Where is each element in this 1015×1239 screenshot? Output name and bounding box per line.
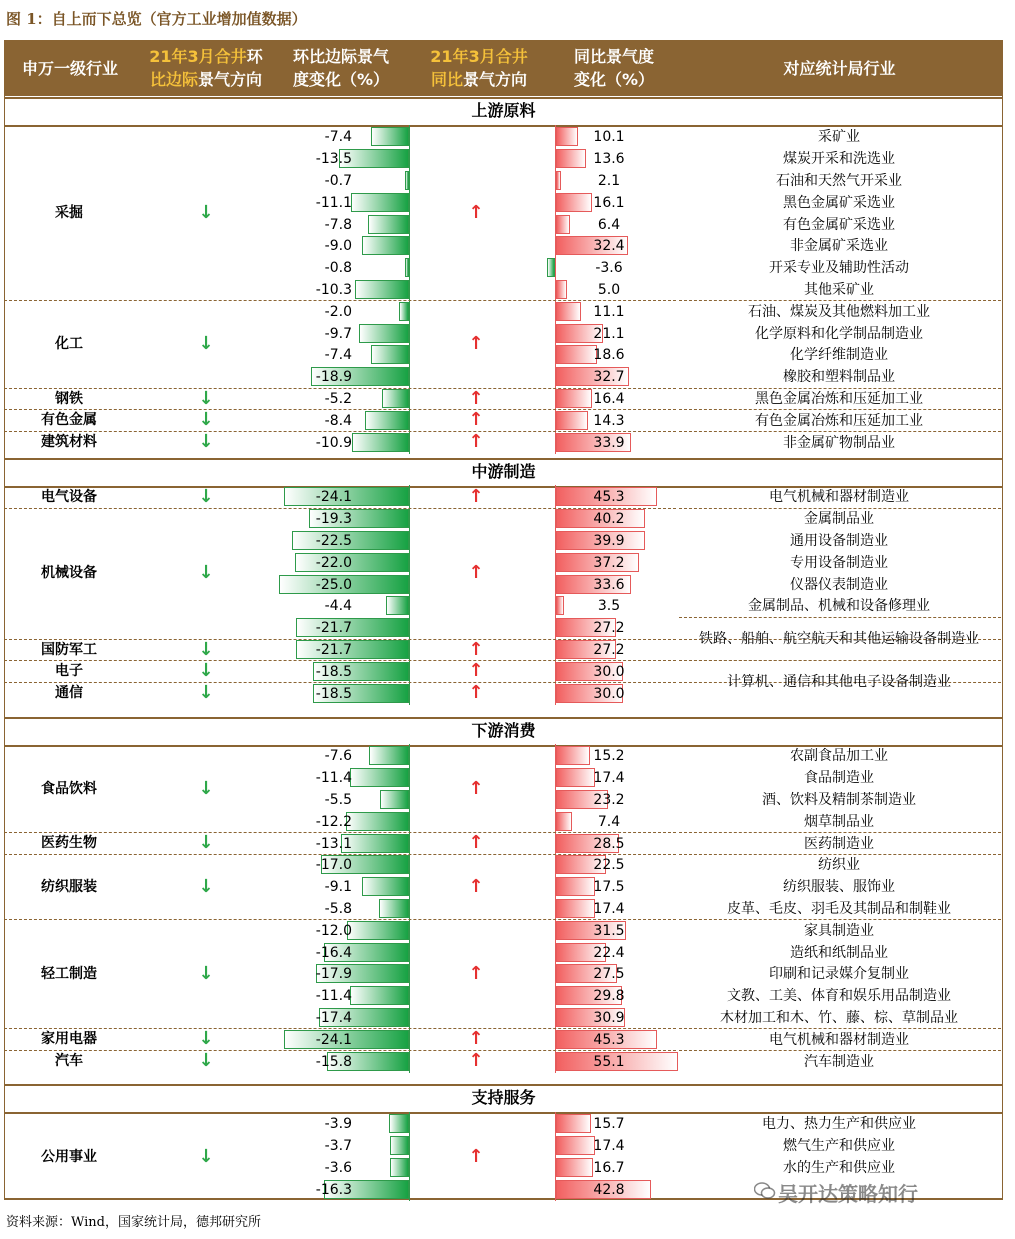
stat-industry: 造纸和纸制品业 <box>790 944 888 961</box>
yoy-direction-arrow: ↑ <box>468 202 484 224</box>
header-yoy-change <box>552 40 676 96</box>
header-mom-change-line1: 环比边际景气 <box>292 47 389 66</box>
mom-bar <box>399 302 409 321</box>
yoy-direction-arrow: ↑ <box>468 682 484 704</box>
yoy-value: 16.1 <box>593 194 625 211</box>
stat-industry: 医药制造业 <box>804 835 874 852</box>
mom-bar <box>380 790 409 809</box>
yoy-value: 5.0 <box>597 281 621 298</box>
yoy-bar <box>556 127 578 146</box>
stat-industry-merged: 计算机、通信和其他电子设备制造业 <box>727 674 951 691</box>
mom-bar <box>382 389 409 408</box>
mom-bar <box>386 596 409 615</box>
mom-bar <box>365 411 409 430</box>
yoy-direction-arrow: ↑ <box>468 777 484 799</box>
mom-bar <box>405 258 409 277</box>
mom-bar <box>350 986 409 1005</box>
group-name: 公用事业 <box>41 1148 97 1165</box>
stat-industry: 汽车制造业 <box>804 1053 874 1070</box>
mom-value: -18.5 <box>315 685 352 702</box>
mom-value: -11.1 <box>315 194 352 211</box>
mom-value: -11.4 <box>315 988 352 1005</box>
stat-industry: 专用设备制造业 <box>790 554 888 571</box>
yoy-direction-arrow: ↑ <box>468 562 484 584</box>
yoy-value: 17.4 <box>593 1138 625 1155</box>
yoy-value: 17.5 <box>593 879 625 896</box>
mom-bar <box>390 1158 409 1177</box>
stat-industry: 烟草制品业 <box>804 813 874 830</box>
yoy-direction-arrow: ↑ <box>468 333 484 354</box>
stat-industry: 木材加工和木、竹、藤、棕、草制品业 <box>720 1009 958 1026</box>
mom-value: -7.4 <box>324 347 352 364</box>
mom-value: -21.7 <box>315 620 352 637</box>
header-mom-dir-margin: 比边际 <box>149 70 198 89</box>
mom-direction-arrow: ↓ <box>198 660 214 682</box>
mom-value: -18.9 <box>315 369 352 386</box>
industry-table <box>4 40 1003 1200</box>
stat-industry: 石油、煤炭及其他燃料加工业 <box>748 303 930 320</box>
section-title: 上游原料 <box>471 101 536 120</box>
stat-industry: 食品制造业 <box>804 770 874 787</box>
group-name: 轻工制造 <box>41 965 97 982</box>
mom-direction-arrow: ↓ <box>198 409 214 431</box>
yoy-value: 33.9 <box>593 434 625 451</box>
yoy-bar <box>556 215 570 234</box>
header-yoy-dir-line2: 景气方向 <box>463 70 528 89</box>
stat-industry: 家具制造业 <box>804 922 874 939</box>
mom-direction-arrow: ↓ <box>198 1145 214 1167</box>
mom-direction-arrow: ↓ <box>198 333 214 354</box>
mom-value: -12.2 <box>315 813 352 830</box>
mom-value: -12.0 <box>315 922 352 939</box>
mom-direction-arrow: ↓ <box>198 875 214 897</box>
yoy-value: 27.5 <box>593 966 625 983</box>
group-name: 汽车 <box>55 1053 83 1070</box>
yoy-value: 7.4 <box>597 813 621 830</box>
mom-bar <box>350 768 409 787</box>
mom-direction-arrow: ↓ <box>198 832 214 854</box>
stat-industry: 黑色金属冶炼和压延加工业 <box>755 390 923 407</box>
stat-industry: 皮革、毛皮、羽毛及其制品和制鞋业 <box>727 900 951 917</box>
stat-industry: 电力、热力生产和供应业 <box>762 1116 916 1133</box>
yoy-direction-arrow: ↑ <box>468 409 484 431</box>
group-name: 国防军工 <box>41 641 97 658</box>
mom-value: -8.4 <box>324 412 352 429</box>
yoy-value: 11.1 <box>593 303 625 320</box>
yoy-value: -3.6 <box>595 260 623 277</box>
mom-value: -15.8 <box>315 1053 352 1070</box>
yoy-value: 16.7 <box>593 1159 625 1176</box>
yoy-value: 16.4 <box>593 390 625 407</box>
yoy-value: 45.3 <box>593 1031 625 1048</box>
mom-value: -11.4 <box>315 770 352 787</box>
mom-value: -0.7 <box>324 172 352 189</box>
yoy-direction-arrow: ↑ <box>468 1145 484 1167</box>
mom-value: -18.5 <box>315 663 352 680</box>
mom-value: -17.9 <box>315 966 352 983</box>
mom-value: -7.8 <box>324 216 352 233</box>
stat-industry: 水的生产和供应业 <box>783 1159 895 1176</box>
stat-industry: 燃气生产和供应业 <box>783 1138 895 1155</box>
mom-bar <box>405 171 409 190</box>
mom-value: -22.0 <box>315 554 352 571</box>
mom-value: -5.5 <box>324 791 352 808</box>
group-name: 建筑材料 <box>41 434 97 451</box>
yoy-value: 30.0 <box>593 663 625 680</box>
yoy-value: 14.3 <box>593 412 625 429</box>
yoy-value: 40.2 <box>593 511 625 528</box>
mom-value: -2.0 <box>324 303 352 320</box>
mom-value: -17.0 <box>315 857 352 874</box>
stat-industry: 酒、饮料及精制茶制造业 <box>762 791 916 808</box>
mom-value: -16.4 <box>315 944 352 961</box>
yoy-value: 17.4 <box>593 770 625 787</box>
mom-direction-arrow: ↓ <box>198 682 214 704</box>
mom-value: -9.0 <box>324 238 352 255</box>
yoy-value: 30.0 <box>593 685 625 702</box>
stat-industry: 纺织业 <box>818 857 860 874</box>
stat-industry: 采矿业 <box>818 129 860 146</box>
group-name: 家用电器 <box>41 1031 97 1048</box>
mom-value: -13.1 <box>315 835 352 852</box>
yoy-value: 27.2 <box>593 641 625 658</box>
group-name: 化工 <box>55 336 83 352</box>
mom-value: -24.1 <box>315 489 352 506</box>
yoy-direction-arrow: ↑ <box>468 660 484 682</box>
mom-bar <box>352 433 409 452</box>
header-mom-change-line2: 度变化（%） <box>292 70 390 89</box>
stat-industry-merged: 铁路、船舶、航空航天和其他运输设备制造业 <box>699 630 979 647</box>
section-title: 支持服务 <box>471 1088 536 1107</box>
stat-industry: 化学原料和化学制品制造业 <box>755 325 923 342</box>
yoy-bar <box>556 280 567 299</box>
yoy-value: 31.5 <box>593 922 625 939</box>
stat-industry: 开采专业及辅助性活动 <box>769 260 909 277</box>
yoy-bar <box>556 812 572 831</box>
stat-industry: 橡胶和塑料制品业 <box>783 369 895 386</box>
mom-direction-arrow: ↓ <box>198 1050 214 1072</box>
group-name: 采掘 <box>55 205 83 222</box>
mom-bar <box>351 193 409 212</box>
yoy-direction-arrow: ↑ <box>468 638 484 660</box>
stat-industry: 化学纤维制造业 <box>790 347 888 364</box>
stat-industry: 非金属矿采选业 <box>790 238 888 255</box>
mom-value: -7.6 <box>324 748 352 765</box>
mom-value: -17.4 <box>315 1009 352 1026</box>
mom-value: -5.2 <box>324 390 352 407</box>
mom-axis <box>409 125 410 454</box>
mom-bar <box>355 280 409 299</box>
yoy-value: 10.1 <box>593 129 625 146</box>
mom-value: -10.3 <box>315 281 352 298</box>
yoy-value: 22.5 <box>593 857 625 874</box>
mom-bar <box>346 812 409 831</box>
group-name: 食品饮料 <box>41 780 97 797</box>
header-yoy-change-line1: 同比景气度 <box>573 47 654 66</box>
group-name: 钢铁 <box>55 390 83 407</box>
table-header <box>4 40 1003 96</box>
mom-value: -3.7 <box>324 1138 352 1155</box>
stat-industry: 电气机械和器材制造业 <box>769 489 909 506</box>
mom-bar <box>371 127 409 146</box>
mom-direction-arrow: ↓ <box>198 387 214 409</box>
figure-title: 图 1：自上而下总览（官方工业增加值数据） <box>6 10 307 28</box>
stat-industry: 印刷和记录媒介复制业 <box>769 966 909 983</box>
yoy-bar <box>556 171 561 190</box>
mom-value: -5.8 <box>324 900 352 917</box>
yoy-bar <box>556 1158 593 1177</box>
mom-bar <box>362 877 409 896</box>
yoy-value: 28.5 <box>593 835 625 852</box>
header-stat-industry: 对应统计局行业 <box>783 58 896 78</box>
yoy-value: 17.4 <box>593 900 625 917</box>
header-mom-dir-ring: 环 <box>246 47 263 66</box>
stat-industry: 黑色金属矿采选业 <box>783 194 895 211</box>
yoy-bar <box>556 746 590 765</box>
yoy-value: 3.5 <box>597 598 621 615</box>
mom-value: -25.0 <box>315 576 352 593</box>
mom-direction-arrow: ↓ <box>198 431 214 453</box>
header-mom-dir-line1: 21年3月合井 <box>149 47 247 66</box>
section-title: 中游制造 <box>471 462 536 481</box>
yoy-value: 15.7 <box>593 1116 625 1133</box>
yoy-bar <box>556 1114 591 1133</box>
mom-axis <box>409 744 410 1073</box>
mom-value: -21.7 <box>315 641 352 658</box>
header-mom-change <box>276 40 406 96</box>
yoy-direction-arrow: ↑ <box>468 387 484 409</box>
yoy-direction-arrow: ↑ <box>468 832 484 854</box>
yoy-value: 39.9 <box>593 532 625 549</box>
stat-industry: 金属制品、机械和设备修理业 <box>748 598 930 615</box>
header-sw-industry: 申万一级行业 <box>21 58 118 78</box>
yoy-value: 6.4 <box>597 216 621 233</box>
group-name: 通信 <box>55 685 83 702</box>
yoy-value: 37.2 <box>593 554 625 571</box>
mom-value: -16.3 <box>315 1181 352 1198</box>
group-name: 纺织服装 <box>41 878 97 895</box>
mom-value: -3.6 <box>324 1159 352 1176</box>
mom-direction-arrow: ↓ <box>198 485 214 507</box>
yoy-direction-arrow: ↑ <box>468 485 484 507</box>
stat-separator <box>679 660 1001 661</box>
yoy-value: 22.4 <box>593 944 625 961</box>
stat-industry: 仪器仪表制造业 <box>790 576 888 593</box>
yoy-value: 42.8 <box>593 1181 625 1198</box>
yoy-value: 29.8 <box>593 988 625 1005</box>
yoy-bar <box>556 149 586 168</box>
group-name: 电子 <box>55 663 83 680</box>
group-name: 电气设备 <box>41 488 97 505</box>
source-note: 资料来源：Wind，国家统计局，德邦研究所 <box>6 1215 261 1230</box>
yoy-value: 13.6 <box>593 151 625 168</box>
header-yoy-change-line2: 变化（%） <box>573 70 655 89</box>
yoy-direction-arrow: ↑ <box>468 1028 484 1050</box>
yoy-value: 27.2 <box>593 620 625 637</box>
mom-bar <box>371 345 409 364</box>
mom-value: -10.9 <box>315 434 352 451</box>
mom-bar <box>389 1114 409 1133</box>
yoy-value: 23.2 <box>593 791 625 808</box>
mom-value: -22.5 <box>315 532 352 549</box>
stat-industry: 农副食品加工业 <box>790 748 888 765</box>
mom-value: -24.1 <box>315 1031 352 1048</box>
header-yoy-dir-line1: 21年3月合井 <box>430 47 528 66</box>
mom-bar <box>368 215 409 234</box>
yoy-value: 55.1 <box>593 1053 625 1070</box>
stat-industry: 通用设备制造业 <box>790 532 888 549</box>
mom-axis <box>409 485 410 705</box>
yoy-bar <box>556 389 592 408</box>
stat-separator <box>679 617 1001 618</box>
stat-industry: 有色金属冶炼和压延加工业 <box>755 412 923 429</box>
mom-value: -9.1 <box>324 879 352 896</box>
yoy-value: 33.6 <box>593 576 625 593</box>
stat-industry: 纺织服装、服饰业 <box>783 879 895 896</box>
yoy-direction-arrow: ↑ <box>468 962 484 984</box>
mom-direction-arrow: ↓ <box>198 638 214 660</box>
section-title: 下游消费 <box>471 721 536 740</box>
header-mom-dir-line2: 景气方向 <box>197 70 262 89</box>
yoy-bar <box>556 193 592 212</box>
yoy-direction-arrow: ↑ <box>468 431 484 453</box>
stat-industry: 有色金属矿采选业 <box>783 216 895 233</box>
mom-axis <box>409 1112 410 1201</box>
header-yoy-dir-yoy: 同比 <box>430 70 463 89</box>
yoy-direction-arrow: ↑ <box>468 875 484 897</box>
yoy-value: 32.7 <box>593 369 625 386</box>
mom-bar <box>347 921 409 940</box>
mom-direction-arrow: ↓ <box>198 202 214 224</box>
mom-value: -0.8 <box>324 260 352 277</box>
mom-value: -19.3 <box>315 511 352 528</box>
watermark-text: 吴开达策略知行 <box>778 1182 918 1206</box>
mom-bar <box>369 746 409 765</box>
yoy-bar <box>556 596 564 615</box>
group-name: 机械设备 <box>41 565 97 582</box>
mom-direction-arrow: ↓ <box>198 1028 214 1050</box>
header-mom-direction <box>136 40 276 96</box>
stat-industry: 金属制品业 <box>804 511 874 528</box>
mom-bar <box>359 324 409 343</box>
group-name: 医药生物 <box>41 835 97 852</box>
yoy-direction-arrow: ↑ <box>468 1050 484 1072</box>
header-yoy-direction <box>406 40 552 96</box>
stat-industry: 其他采矿业 <box>804 281 874 298</box>
yoy-bar <box>556 411 588 430</box>
yoy-value: 30.9 <box>593 1009 625 1026</box>
wechat-icon <box>754 1182 776 1200</box>
stat-industry: 非金属矿物制品业 <box>783 434 895 451</box>
yoy-value: 45.3 <box>593 489 625 506</box>
yoy-bar-negative <box>547 258 555 277</box>
yoy-value: 15.2 <box>593 748 625 765</box>
yoy-value: 2.1 <box>597 172 621 189</box>
group-name: 有色金属 <box>41 412 97 429</box>
yoy-value: 32.4 <box>593 238 625 255</box>
mom-value: -4.4 <box>324 598 352 615</box>
mom-value: -9.7 <box>324 325 352 342</box>
stat-industry: 电气机械和器材制造业 <box>769 1031 909 1048</box>
stat-industry: 煤炭开采和洗选业 <box>783 151 895 168</box>
mom-direction-arrow: ↓ <box>198 562 214 584</box>
mom-bar <box>362 236 409 255</box>
stat-industry: 文教、工美、体育和娱乐用品制造业 <box>727 988 951 1005</box>
mom-value: -3.9 <box>324 1116 352 1133</box>
yoy-value: 18.6 <box>593 347 625 364</box>
yoy-bar <box>556 302 581 321</box>
mom-value: -7.4 <box>324 129 352 146</box>
mom-value: -13.5 <box>315 151 352 168</box>
mom-direction-arrow: ↓ <box>198 962 214 984</box>
yoy-value: 21.1 <box>593 325 625 342</box>
stat-industry: 石油和天然气开采业 <box>776 172 902 189</box>
mom-direction-arrow: ↓ <box>198 777 214 799</box>
mom-bar <box>379 899 409 918</box>
mom-bar <box>390 1136 409 1155</box>
